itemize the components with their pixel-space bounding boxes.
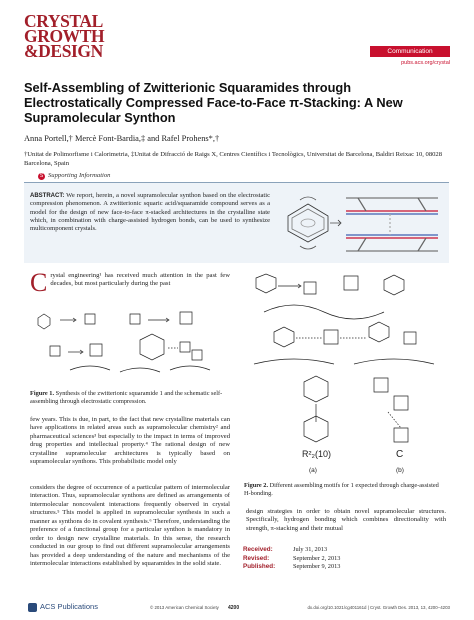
fig2-panel-b: (b) [396, 467, 404, 474]
supporting-info-icon: S [39, 173, 44, 179]
figure-1-caption [30, 390, 230, 406]
figure-2-text: Different assembling motifs for 1 expected through charge-assisted H-bonding. [244, 482, 439, 497]
abstract-text: We report, herein, a novel supramolecular synthon based on the electrostatic compression phenomenon. A zwitterionic squaric acid/squaramide compound serves as a model for the design of new face-to-face π-stacked architectures in the crystalline state which, in combination with charge-assisted hydrogen bonds, can be used to synthesize multicomponent crystals. [30, 192, 270, 233]
logo-line: &DESIGN [24, 41, 103, 61]
author-list: Anna Portell,† Mercè Font-Bardia,‡ and Rafel Prohens*,† [24, 134, 220, 143]
article-title: Self-Assembling of Zwitterionic Squaramides through Electrostatically Compressed Face-to-Face π-Stacking: A New Supramolecular Synthon [24, 80, 403, 125]
logo-line: CRYSTAL [24, 11, 103, 31]
journal-logo [24, 11, 164, 61]
figure-1-scheme [30, 300, 230, 388]
drop-cap: C [30, 268, 48, 297]
history-published: Published: September 9, 2013 [243, 563, 341, 570]
logo-line: GROWTH [24, 26, 105, 46]
doi-citation[interactable]: dx.doi.org/10.1021/cg401161d | Cryst. Growth Des. 2013, 13, 4200−4203 [307, 605, 450, 610]
journal-url[interactable]: pubs.acs.org/crystal [401, 60, 450, 66]
figure-2-label: Figure 2. [244, 482, 269, 489]
figure-2-caption [244, 482, 444, 498]
history-revised: Revised: September 2, 2013 [243, 554, 341, 562]
copyright: © 2013 American Chemical Society [150, 605, 219, 610]
history-received: Received: July 31, 2013 [243, 546, 328, 553]
abstract [30, 192, 270, 233]
history-box [243, 546, 451, 572]
affiliations: †Unitat de Polimorfisme i Calorimetria, ‡Unitat de Difracció de Raigs X, Centres Científics i Tecnològics, Universitat de Barcelona, Baldiri Reixac 10, 08028 Barcelona, Spain [24, 151, 443, 167]
paragraph-2: few years. This is due, in part, to the fact that new crystalline materials can have applications in related areas such as supramolecular chemistry² and pharmaceutical sciences³ but especially to the impact in terms of improved drug properties and intellectual property.⁴ The rational design of new crystalline supramolecular architectures is typically based on supramolecular synthons. This probabilistic model only [30, 416, 230, 466]
acs-logo-icon [28, 603, 37, 612]
paragraph-3: considers the degree of occurrence of a particular pattern of intermolecular interaction. Thus, supramolecular synthons are defined as arrangements of intermolecular noncovalent interactions frequently observed in crystal structures.⁵ This model is applied in supramolecular synthesis in such a manner as synthons do in covalent synthesis.⁶ Therefore, understanding the preference of a functional group for a particular synthon is mandatory in order to design new crystalline materials. In this sense, the research conducted in our group to find out different supramolecular arrangements has provided a deep understanding of the nature and mechanisms of the intermolecular interactions established by squaramides in the solid state. [30, 484, 230, 568]
page-number: 4200 [228, 605, 240, 611]
acs-publications-logo[interactable]: ACS Publications [28, 602, 98, 612]
intro-text: rystal engineering¹ has received much attention in the past few decades, but most particularly during the past [50, 272, 230, 288]
article-type-badge: Communication [370, 46, 450, 57]
fig2-label-r: R²₂(10) [302, 449, 331, 459]
fig2-panel-a: (a) [309, 467, 317, 474]
toc-graphic [278, 186, 446, 260]
figure-1-text: Synthesis of the zwitterionic squaramide 1 and the schematic self-assembling through electrostatic compression. [30, 390, 223, 405]
abstract-label: ABSTRACT: [30, 193, 65, 199]
figure-2-motifs [244, 272, 450, 480]
supporting-info-link[interactable] [38, 172, 238, 180]
fig2-label-c: C [396, 449, 404, 460]
figure-1-label: Figure 1. [30, 390, 55, 397]
paragraph-4: design strategies in order to obtain novel supramolecular structures. Specifically, hydrogen bonding which combines directionality with strength, π-stacking and their mutual [246, 508, 446, 532]
supporting-info-label: Supporting Information [48, 172, 111, 179]
intro-paragraph [30, 268, 230, 297]
